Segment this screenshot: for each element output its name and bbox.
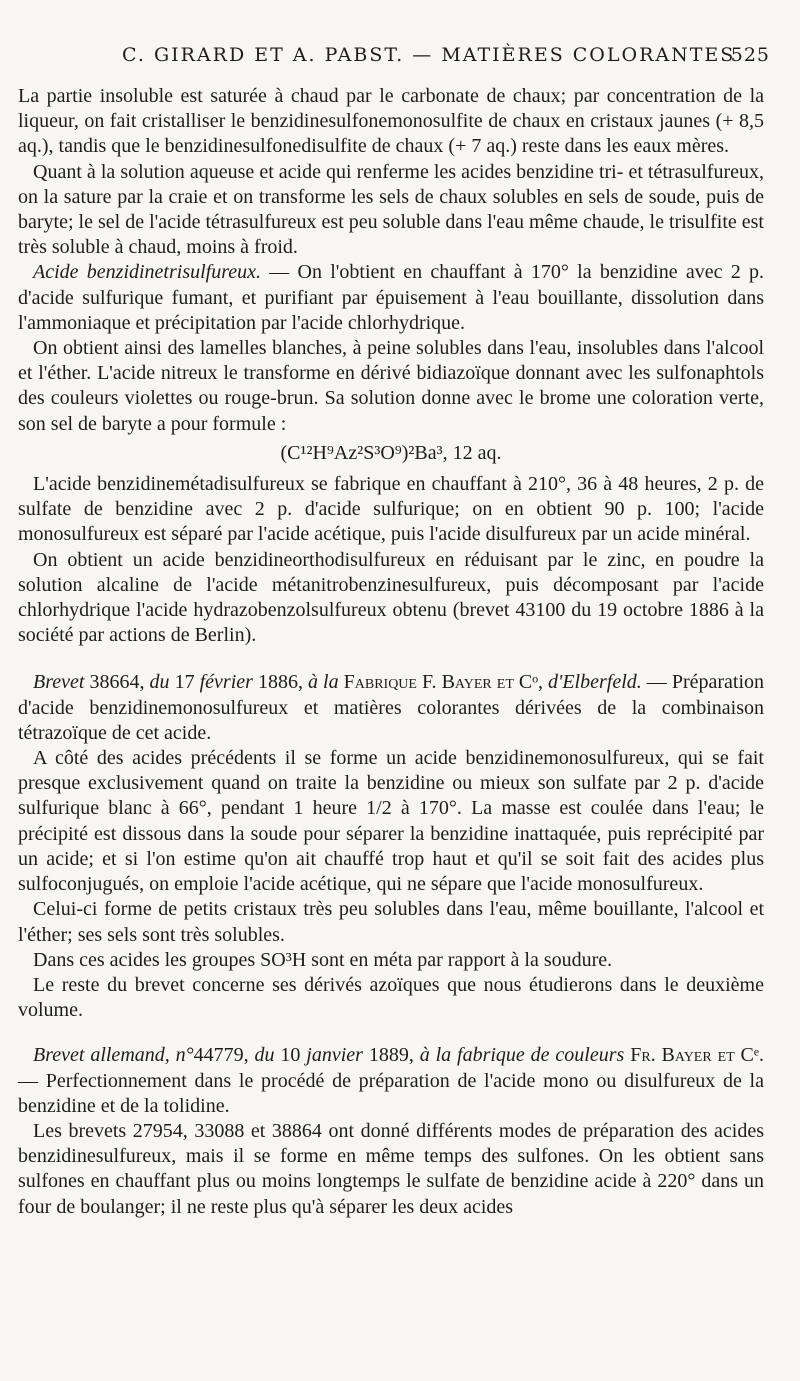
heading-text: Fr. Bayer et Cᵉ. bbox=[624, 1044, 765, 1067]
heading-italic: Brevet bbox=[33, 671, 85, 694]
paragraph: Celui-ci forme de petits cristaux très peu solubles dans l'eau, même bouillante, l'alcool et l'éther; ses sels sont très solubles. bbox=[18, 898, 764, 946]
paragraph: On obtient un acide benzidineorthodisulfureux en réduisant par le zinc, en poudre la solution alcaline de l'acide métanitrobenzinesulfureux, puis décomposant par l'acide chlorhydrique l'acide hydrazobenzolsulfureux obtenu (brevet 43100 du 19 octobre 1886 à la société par actions de Berlin). bbox=[18, 548, 764, 647]
heading-italic: du bbox=[149, 671, 170, 694]
paragraph: Le reste du brevet concerne ses dérivés azoïques que nous étudierons dans le deuxième volume. bbox=[18, 973, 764, 1022]
heading-italic: à la fabrique de couleurs bbox=[419, 1044, 625, 1067]
heading-text: — Préparation d'acide benzidinemonosulfureux et matières colorantes dérivées de la combinaison tétrazoïque de cet acide. bbox=[18, 671, 765, 744]
heading-text: 17 bbox=[169, 671, 200, 694]
heading-italic: du bbox=[254, 1044, 275, 1067]
section-heading: Acide benzidinetrisulfureux. bbox=[33, 261, 262, 284]
heading-italic: Brevet allemand, n° bbox=[33, 1044, 194, 1067]
paragraph bbox=[18, 260, 764, 336]
heading-text: 10 bbox=[274, 1044, 307, 1067]
spacer bbox=[18, 648, 764, 670]
heading-text: 1886, bbox=[252, 671, 308, 694]
paragraph: On obtient ainsi des lamelles blanches, à peine solubles dans l'eau, insolubles dans l'alcool et l'éther. L'acide nitreux le transforme en dérivé bidiazoïque donnant avec les sulfonaphtols des couleurs violettes ou rouge-brun. Sa solution donne avec le brome une coloration verte, son sel de baryte a pour formule : bbox=[18, 337, 764, 435]
spacer bbox=[18, 1023, 764, 1043]
heading-text: 44779, bbox=[193, 1044, 255, 1067]
paragraph: La partie insoluble est saturée à chaud par le carbonate de chaux; par concentration de la liqueur, on fait cristalliser le benzidinesulfonemonosulfite de chaux en cristaux jaunes (+ 8,5 aq.), tandis que le benzidinesulfonedisulfite de chaux (+ 7 aq.) reste dans les eaux mères. bbox=[18, 85, 764, 158]
paragraph: Les brevets 27954, 33088 et 38864 ont donné différents modes de préparation des acides benzidinesulfureux, mais il se forme en même temps des sulfones. On les obtient sans sulfones en chauffant plus ou moins longtemps le sulfate de benzidine acide à 220° dans un four de boulanger; il ne reste plus qu'à séparer les deux acides bbox=[18, 1119, 764, 1218]
heading-italic: février bbox=[199, 671, 253, 694]
patent-heading bbox=[18, 1043, 764, 1119]
chemical-formula: (C¹²H⁹Az²S³O⁹)²Ba³, 12 aq. bbox=[280, 441, 502, 464]
page-number: 525 bbox=[730, 44, 770, 66]
body-text bbox=[18, 84, 764, 1220]
paragraph: A côté des acides précédents il se forme un acide benzidinemonosulfureux, qui se fait presque exclusivement quand on traite la benzidine ou mieux son sulfate par 2 p. d'acide sulfurique blanc à 66°, pendant 1 heure 1/2 à 170°. La masse est coulée dans l'eau; le précipité est dissous dans la soude pour séparer la benzidine inattaquée, puis reprécipité par un acide; et si l'on estime qu'on ait chauffé trop haut et qu'il se soit fait des acides plus sulfoconjugués, on emploie l'acide acétique, qui ne sépare que l'acide monosulfureux. bbox=[18, 747, 764, 896]
heading-italic: d'Elberfeld. bbox=[548, 671, 642, 694]
heading-italic: à la bbox=[308, 671, 339, 694]
paragraph-text: — On l'obtient en chauffant à 170° la benzidine avec 2 p. d'acide sulfurique fumant, et purifiant par épuisement à l'eau bouillante, dissolution dans l'ammoniaque et précipitation par l'acide chlorhydrique. bbox=[18, 261, 765, 334]
heading-italic: janvier bbox=[306, 1044, 363, 1067]
paragraph: L'acide benzidinemétadisulfureux se fabrique en chauffant à 210°, 36 à 48 heures, 2 p. de sulfate de benzidine avec 2 p. d'acide sulfurique; on en obtient 90 p. 100; l'acide monosulfureux est séparé par l'acide acétique, puis l'acide disulfureux par un acide minéral. bbox=[18, 473, 764, 546]
patent-heading bbox=[18, 670, 764, 746]
heading-text: 1889, bbox=[362, 1044, 420, 1067]
paragraph: Quant à la solution aqueuse et acide qui renferme les acides benzidine tri- et tétrasulfureux, on la sature par la craie et on transforme les sels de chaux solubles en sels de soude, puis de baryte; le sel de l'acide tétrasulfureux est peu soluble dans l'eau même chaude, le trisulfite est très soluble à chaud, moins à froid. bbox=[18, 160, 764, 259]
heading-text: 38664, bbox=[84, 671, 150, 694]
heading-text: Fabrique F. Bayer et Cᵒ, bbox=[338, 671, 549, 694]
heading-text: — Perfectionnement dans le procédé de préparation de l'acide mono ou disulfureux de la benzidine et de la tolidine. bbox=[18, 1069, 764, 1117]
running-title: C. GIRARD ET A. PABST. — MATIÈRES COLORANTES bbox=[122, 44, 736, 66]
paragraph: Dans ces acides les groupes SO³H sont en méta par rapport à la soudure. bbox=[33, 948, 613, 971]
